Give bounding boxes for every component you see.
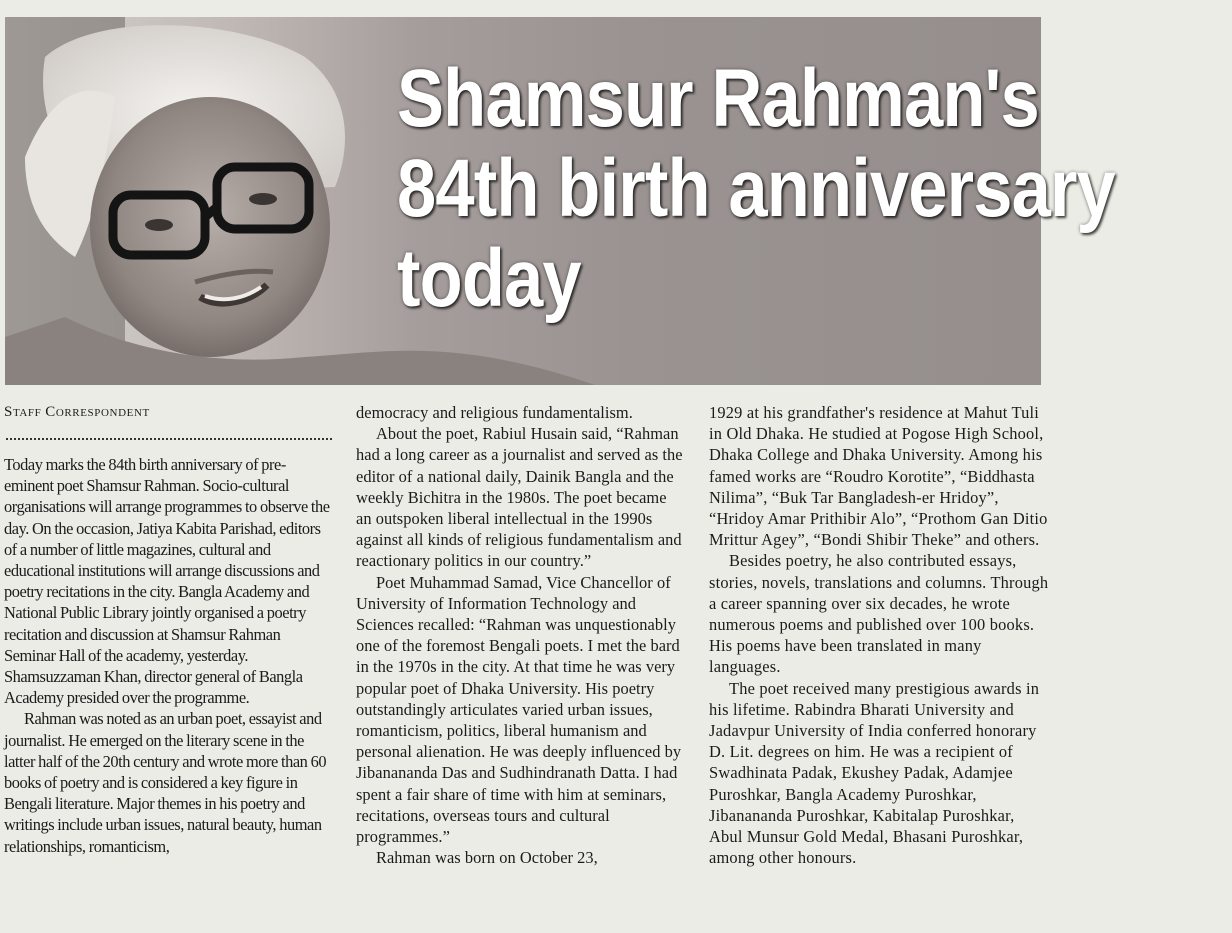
- paragraph: The poet received many prestigious awards in his lifetime. Rabindra Bharati University and Jadavpur University of India conferred honorary D. Lit. degrees on him. He was a recipient of Swadhinata Padak, Ekushey Padak, Adamjee Puroshkar, Bangla Academy Puroshkar, Jibanananda Puroshkar, Kabitalap Puroshkar, Abul Munsur Gold Medal, Bhasani Puroshkar, among other honours.: [709, 678, 1040, 868]
- paragraph: Rahman was born on October 23,: [376, 848, 598, 868]
- paragraph: Rahman was noted as an urban poet, essayist and journalist. He emerged on the literary scene in the latter half of the 20th century and wrote more than 60 books of poetry and is considered a key figure in Bengali literature. Major themes in his poetry and writings include urban issues, natural beauty, human relationships, romanticism,: [4, 709, 327, 856]
- headline-line-1: Shamsur Rahman's: [397, 53, 1039, 144]
- article-column-2: [356, 402, 686, 868]
- article-column-1: [4, 402, 334, 857]
- headline-banner: [5, 17, 1115, 385]
- article-column-3: [709, 402, 1049, 868]
- headline: [397, 53, 1232, 324]
- paragraph: Today marks the 84th birth anniversary of pre-eminent poet Shamsur Rahman. Socio-cultural organisations will arrange programmes to observe the day. On the occasion, Jatiya Kabita Parishad, editors of a number of little magazines, cultural and educational institutions will arrange discussions and poetry recitations in the city. Bangla Academy and National Public Library jointly organised a poetry recitation and discussion at Shamsur Rahman Seminar Hall of the academy, yesterday. Shamsuzzaman Khan, director general of Bangla Academy presided over the programme.: [4, 455, 330, 708]
- byline: Staff Correspondent: [4, 404, 150, 420]
- headline-line-3: today: [397, 233, 581, 324]
- paragraph: democracy and religious fundamentalism.: [356, 403, 633, 422]
- paragraph: 1929 at his grandfather's residence at Mahut Tuli in Old Dhaka. He studied at Pogose High School, Dhaka College and Dhaka University. Among his famed works are “Roudro Korotite”, “Biddhasta Nilima”, “Buk Tar Bangladesh-er Hridoy”, “Hridoy Amar Prithibir Alo”, “Prothom Gan Ditio Mrittur Agey”, “Bondi Shibir Theke” and others.: [709, 403, 1048, 550]
- headline-line-2: 84th birth anniversary: [397, 143, 1115, 234]
- paragraph: Besides poetry, he also contributed essays, stories, novels, translations and columns. Through a career spanning over six decades, he wrote numerous poems and published over 100 books. His poems have been translated in many languages.: [709, 551, 1049, 677]
- paragraph: About the poet, Rabiul Husain said, “Rahman had a long career as a journalist and served as the editor of a national daily, Dainik Bangla and the weekly Bichitra in the 1980s. The poet became an outspoken liberal intellectual in the 1990s against all kinds of religious fundamentalism and reactionary politics in our country.”: [356, 424, 683, 571]
- paragraph: Poet Muhammad Samad, Vice Chancellor of University of Information Technology and Sciences recalled: “Rahman was unquestionably one of the foremost Bengali poets. I met the bard in the 1970s in the city. At that time he was very popular poet of Dhaka University. His poetry outstandingly articulates varied urban issues, romanticism, politics, liberal humanism and personal alienation. He was deeply influenced by Jibanananda Das and Sudhindranath Datta. I had spent a fair share of time with him at seminars, recitations, overseas tours and cultural programmes.”: [356, 572, 682, 847]
- byline-divider: [6, 438, 332, 440]
